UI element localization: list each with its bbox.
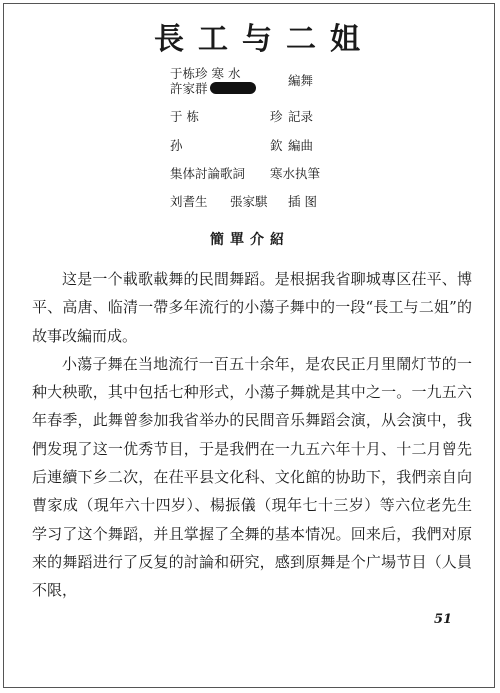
paragraph: 小蕩子舞在当地流行一百五十余年，是农民正月里鬧灯节的一种大秧歌，其中包括七种形式，小蕩子舞就是其中之一。一九五六年春季，此舞曾参加我省举办的民間音乐舞蹈会演，从会演中，我們发現了这一优秀节目，于是我們在一九五六年十月、十二月曾先后連續下乡二次，在茌平县文化科、文化館的协助下，我們亲自向曹家成（現年六十四岁）、楊振儀（現年七十三岁）等六位老先生学习了这个舞蹈，并且掌握了全舞的基本情况。回来后，我們对原来的舞蹈进行了反复的討論和研究，感到原舞是个广場节目（人員不限，: [32, 354, 472, 600]
credit-names: 孙: [170, 138, 183, 153]
credit-row: [170, 140, 270, 153]
body-text: [32, 265, 472, 605]
paragraph: 这是一个載歌載舞的民間舞蹈。是根据我省聊城專区茌平、博平、高唐、临清一帶多年流行的小蕩子舞中的一段“長工与二姐”的故事改編而成。: [32, 270, 472, 345]
credit-row: [170, 111, 270, 124]
credit-names: 刘耆生: [170, 194, 208, 209]
credit-row: [170, 82, 256, 96]
credit-role: 插 图: [288, 194, 317, 209]
redaction-mark: [210, 82, 256, 94]
credit-names: 欽: [270, 138, 283, 153]
credit-names: 張家騏: [230, 194, 268, 209]
section-heading: 簡單介紹: [210, 232, 290, 248]
credit-names: 珍: [270, 109, 283, 124]
credit-role: 編舞: [288, 73, 314, 88]
credit-names: 于 栋: [170, 109, 199, 124]
page-number: 51: [434, 612, 453, 627]
credit-names: 許家群: [170, 81, 208, 96]
page-title: 長工与二姐: [154, 22, 374, 57]
credit-row: [170, 168, 270, 181]
credit-role: 記录: [288, 109, 314, 124]
credit-row: [170, 68, 270, 81]
credit-names: 集体討論歌詞: [170, 166, 246, 181]
credit-names: 于栋珍 寒 水: [170, 66, 241, 81]
credit-names: 寒水执筆: [270, 166, 321, 181]
credit-role: 編曲: [288, 138, 314, 153]
